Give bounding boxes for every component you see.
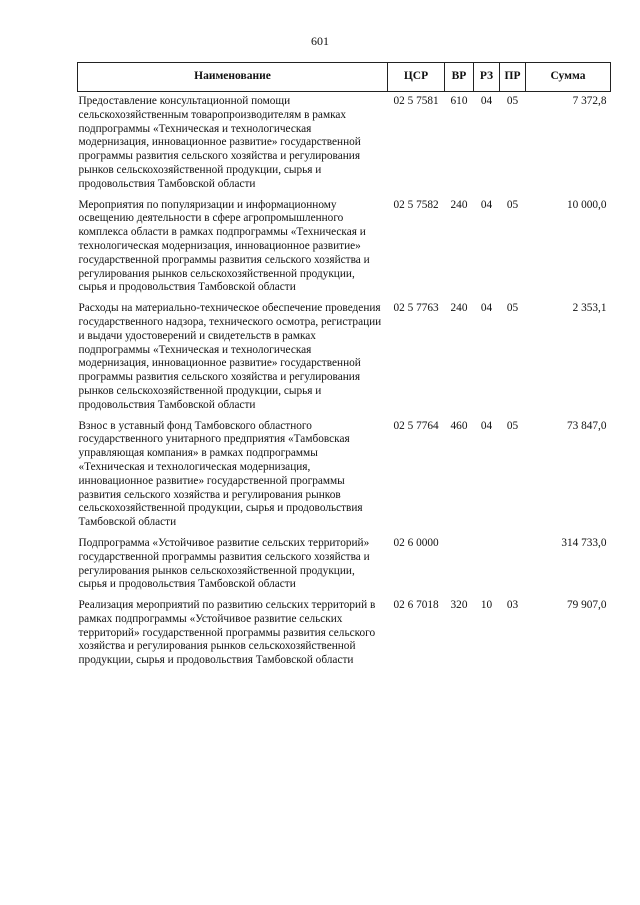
table-row xyxy=(78,92,611,196)
row-sum: 79 907,0 xyxy=(566,599,607,612)
row-rz: 04 xyxy=(480,95,493,107)
row-sum: 314 733,0 xyxy=(561,536,607,549)
header-sum: Сумма xyxy=(526,63,611,92)
row-rz: 04 xyxy=(480,198,493,211)
header-name: Наименование xyxy=(78,63,388,92)
row-pr: 05 xyxy=(506,302,519,315)
row-vr: 240 xyxy=(450,302,468,315)
row-pr: 05 xyxy=(506,95,519,107)
table-header xyxy=(78,63,611,92)
row-csr: 02 5 7763 xyxy=(393,302,439,315)
table-row xyxy=(78,534,611,596)
table-row xyxy=(78,299,611,416)
row-name: Реализация мероприятий по развитию сельских территорий в рамках подпрограммы «Устойчивое развитие сельских территорий» государственной программы развития сельского хозяйства и регулирования рынков сельскохозяйственной продукции, сырья и продовольствия Тамбовской области xyxy=(78,599,376,667)
header-csr: ЦСР xyxy=(388,63,445,92)
row-name: Подпрограмма «Устойчивое развитие сельских территорий» государственной программы развития сельского хозяйства и регулирования рынков сельскохозяйственной продукции, сырья и продовольствия Тамбовской области xyxy=(78,536,370,591)
row-vr: 460 xyxy=(450,419,468,432)
row-name: Расходы на материально-техническое обеспечение проведения государственного надзора, технического осмотра, регистрации и выдачи удостоверений и свидетельств в рамках подпрограммы «Техническая и технологическая модернизация, инновационное развитие» государственной программы развития сельского хозяйства и регулирования рынков сельскохозяйственной продукции, сырья и продовольствия Тамбовской области xyxy=(78,302,382,411)
row-csr: 02 6 7018 xyxy=(393,599,439,612)
row-pr: 05 xyxy=(506,198,519,211)
row-csr: 02 5 7582 xyxy=(393,198,439,211)
row-name: Предоставление консультационной помощи сельскохозяйственным товаропроизводителям в рамках подпрограммы «Техническая и технологическая модернизация, инновационное развитие» государственной программы развития сельского хозяйства и регулирования рынков сельскохозяйственной продукции, сырья и продовольствия Тамбовской области xyxy=(78,95,361,190)
budget-table xyxy=(77,62,611,672)
row-sum: 7 372,8 xyxy=(572,95,607,107)
row-vr: 610 xyxy=(450,95,468,107)
table-row xyxy=(78,596,611,672)
row-name: Мероприятия по популяризации и информационному освещению деятельности в сфере агропромышленного комплекса области в рамках подпрограммы «Техническая и технологическая модернизация, инновационное развитие» государственной программы развития сельского хозяйства и регулирования рынков сельскохозяйственной продукции, сырья и продовольствия Тамбовской области xyxy=(78,198,370,294)
header-rz: РЗ xyxy=(474,63,500,92)
row-vr xyxy=(445,534,474,596)
table-body xyxy=(78,92,611,673)
row-csr: 02 5 7581 xyxy=(393,95,439,107)
row-pr: 05 xyxy=(506,419,519,432)
row-rz: 10 xyxy=(480,599,493,612)
row-rz: 04 xyxy=(480,419,493,432)
row-sum: 2 353,1 xyxy=(572,302,607,315)
table-row xyxy=(78,196,611,300)
row-vr: 240 xyxy=(450,198,468,211)
row-sum: 10 000,0 xyxy=(566,198,607,211)
row-csr: 02 6 0000 xyxy=(393,536,439,549)
table-row xyxy=(78,417,611,534)
row-vr: 320 xyxy=(450,599,468,612)
row-pr: 03 xyxy=(506,599,519,612)
header-pr: ПР xyxy=(500,63,526,92)
row-name: Взнос в уставный фонд Тамбовского областного государственного унитарного предприятия «Тамбовская управляющая компания» в рамках подпрограммы «Техническая и технологическая модернизация, инновационное развитие» государственной программы развития сельского хозяйства и регулирования рынков сельскохозяйственной продукции, сырья и продовольствия Тамбовской области xyxy=(78,419,363,529)
row-rz xyxy=(474,534,500,596)
page-number: 601 xyxy=(311,34,329,48)
row-pr xyxy=(500,534,526,596)
header-vr: ВР xyxy=(445,63,474,92)
row-rz: 04 xyxy=(480,302,493,315)
row-csr: 02 5 7764 xyxy=(393,419,439,432)
row-sum: 73 847,0 xyxy=(566,419,607,432)
